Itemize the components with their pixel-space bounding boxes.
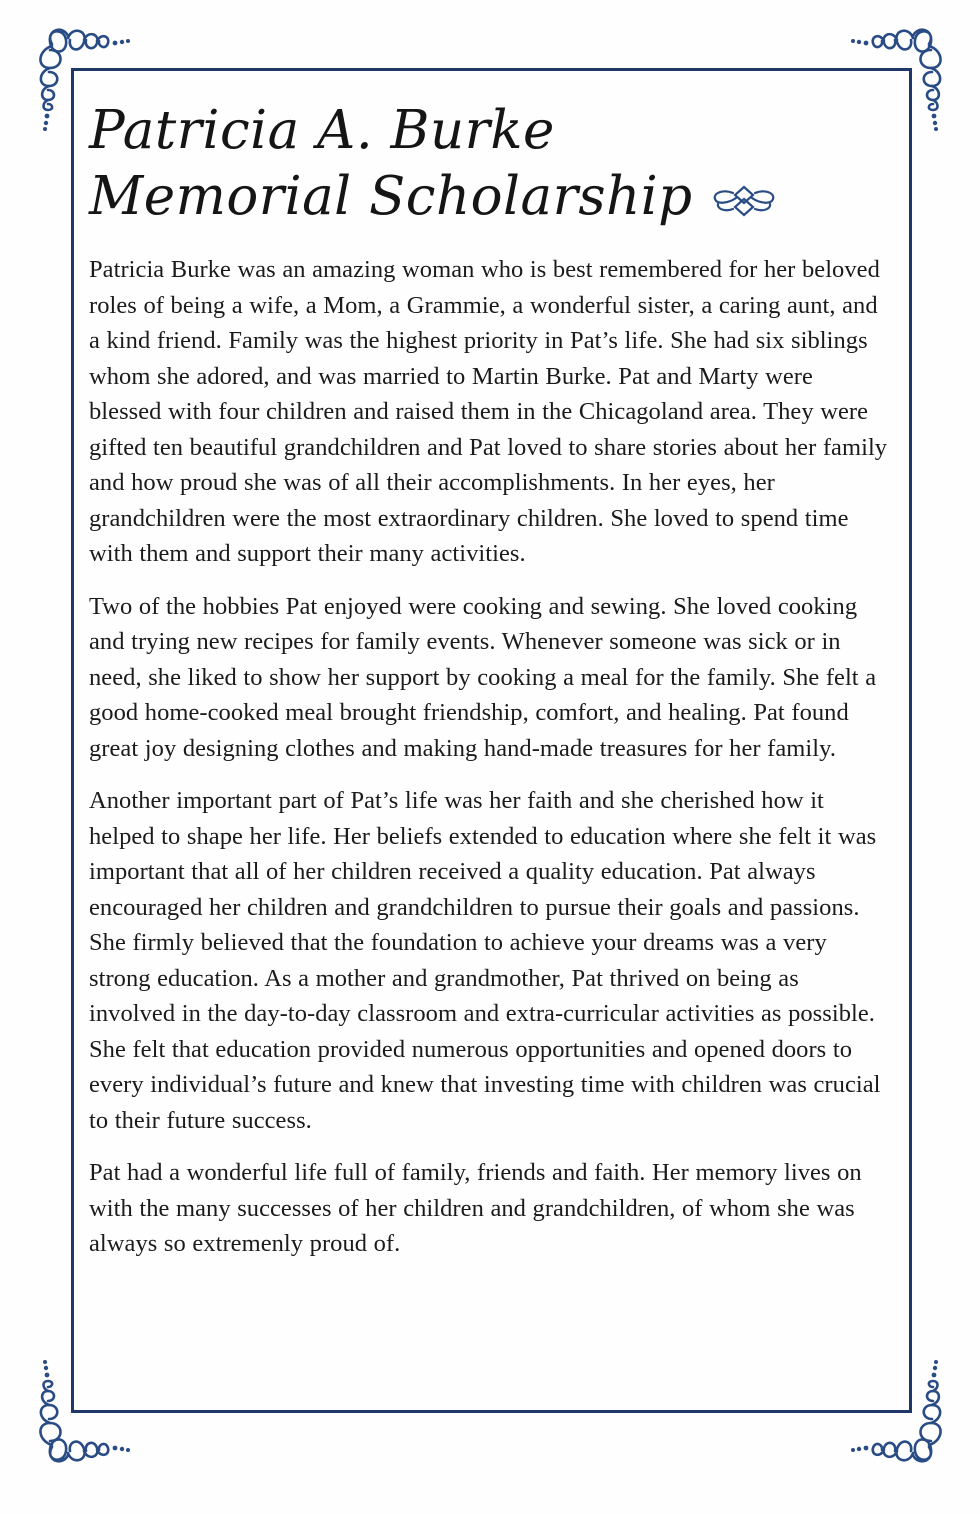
paragraph-4: Pat had a wonderful life full of family, friends and faith. Her memory lives on with the many successes of her children and grandchildren, of whom she was always so extremenly proud of. [89,1159,862,1257]
diamond-flourish-ornament-icon [709,179,779,223]
paragraph-3: Another important part of Pat’s life was her faith and she cherished how it helped to shape her life. Her beliefs extended to education where she felt it was important that all of her children received a quality education. Pat always encouraged her children and grandchildren to pursue their goals and passions. She firmly believed that the foundation to achieve your dreams was a very strong education. As a mother and grandmother, Pat thrived on being as involved in the day-to-day classroom and extra-curricular activities as possible. She felt that education provided numerous opportunities and opened doors to every individual’s future and knew that investing time with children was crucial to their future success. [89,787,881,1134]
title-line-primary: Patricia A. Burke [89,100,555,161]
title-line-secondary-row [89,164,889,230]
title-line-secondary: Memorial Scholarship [89,166,693,227]
paragraph-1: Patricia Burke was an amazing woman who is best remembered for her beloved roles of being a wife, a Mom, a Grammie, a wonderful sister, a caring aunt, and a kind friend. Family was the highest priority in Pat’s life. She had six siblings whom she adored, and was married to Martin Burke. Pat and Marty were blessed with four children and raised them in the Chicagoland area. They were gifted ten beautiful grandchildren and Pat loved to share stories about her family and how proud she was of all their accomplishments. In her eyes, her grandchildren were the most extraordinary children. She loved to spend time with them and support their many activities. [89,256,888,567]
scholarship-description [89,252,889,1262]
page-title [89,98,889,230]
paragraph-2: Two of the hobbies Pat enjoyed were cooking and sewing. She loved cooking and trying new recipes for family events. Whenever someone was sick or in need, she liked to show her support by cooking a meal for the family. She felt a good home-cooked meal brought friendship, comfort, and healing. Pat found great joy designing clothes and making hand-made treasures for her family. [89,592,877,762]
document-content [89,84,889,1262]
